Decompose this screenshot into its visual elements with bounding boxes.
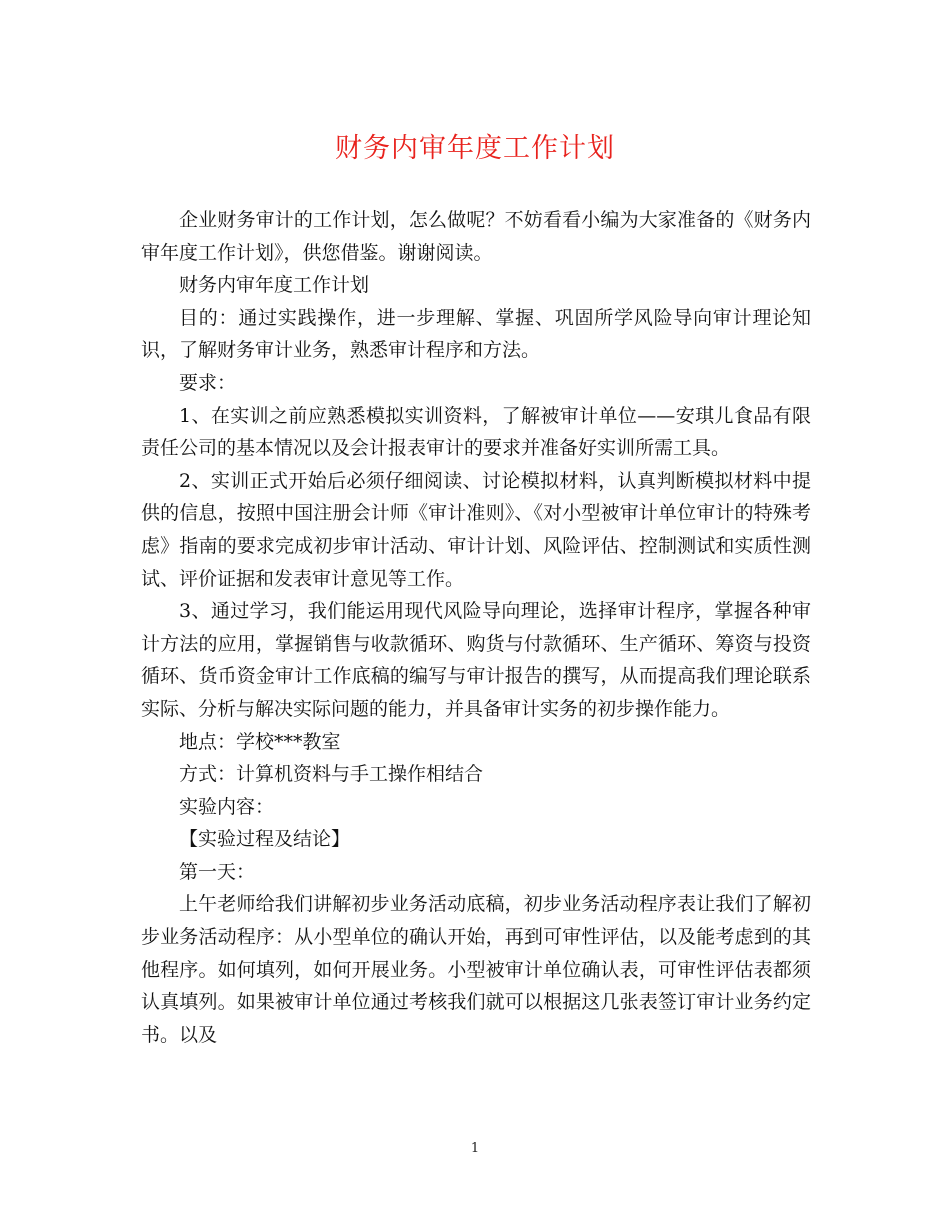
subtitle-paragraph: 财务内审年度工作计划 xyxy=(179,274,370,297)
day-one-heading: 第一天： xyxy=(179,860,256,883)
document-title: 财务内审年度工作计划 xyxy=(335,133,615,164)
requirement-item-3: 3、通过学习，我们能运用现代风险导向理论，选择审计程序，掌握各种审计方法的应用，掌握销售与收款循环、购货与付款循环、生产循环、筹资与投资循环、货币资金审计工作底稿的编写与审计报告的撰写，从而提高我们理论联系实际、分析与解决实际问题的能力，并具备审计实务的初步操作能力。 xyxy=(141,600,811,720)
page-number: 1 xyxy=(470,1141,480,1156)
requirement-item-1: 1、在实训之前应熟悉模拟实训资料，了解被审计单位——安琪儿食品有限责任公司的基本情况以及会计报表审计的要求并准备好实训所需工具。 xyxy=(141,404,811,460)
requirements-heading: 要求： xyxy=(179,371,237,394)
requirement-item-2: 2、实训正式开始后必须仔细阅读、讨论模拟材料，认真判断模拟材料中提供的信息，按照中国注册会计师《审计准则》、《对小型被审计单位审计的特殊考虑》指南的要求完成初步审计活动、审计计划、风险评估、控制测试和实质性测试、评价证据和发表审计意见等工作。 xyxy=(141,469,811,590)
intro-paragraph: 企业财务审计的工作计划，怎么做呢？不妨看看小编为大家准备的《财务内审年度工作计划》，供您借鉴。谢谢阅读。 xyxy=(141,209,811,264)
document-body xyxy=(141,204,811,1051)
purpose-paragraph: 目的：通过实践操作，进一步理解、掌握、巩固所学风险导向审计理论知识，了解财务审计业务，熟悉审计程序和方法。 xyxy=(141,306,811,362)
method-paragraph: 方式：计算机资料与手工操作相结合 xyxy=(179,763,484,786)
day-one-paragraph: 上午老师给我们讲解初步业务活动底稿，初步业务活动程序表让我们了解初步业务活动程序：从小型单位的确认开始，再到可审性评估，以及能考虑到的其他程序。如何填列，如何开展业务。小型被审计单位确认表，可审性评估表都须认真填列。如果被审计单位通过考核我们就可以根据这几张表签订审计业务约定书。以及 xyxy=(141,893,811,1046)
process-heading: 【实验过程及结论】 xyxy=(179,828,351,851)
content-heading: 实验内容： xyxy=(179,795,275,818)
location-paragraph: 地点：学校***教室 xyxy=(179,730,341,753)
